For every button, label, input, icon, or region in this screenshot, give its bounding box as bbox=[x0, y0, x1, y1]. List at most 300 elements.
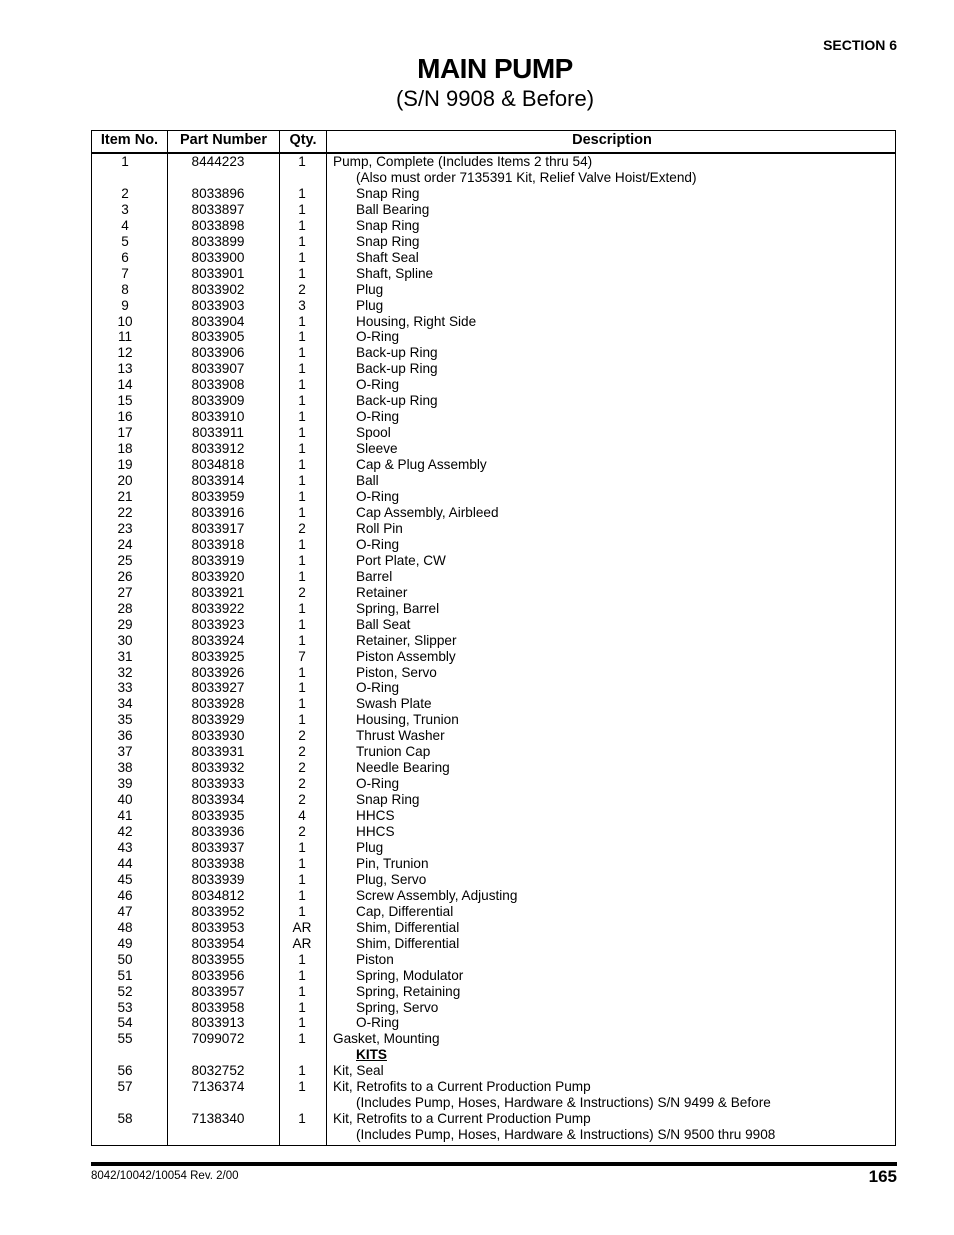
description: Gasket, Mounting bbox=[333, 1031, 440, 1047]
item-number: 44 bbox=[117, 855, 133, 871]
description: O-Ring bbox=[356, 377, 400, 393]
quantity: 1 bbox=[298, 265, 306, 281]
quantity: 1 bbox=[298, 632, 306, 648]
part-number: 8033912 bbox=[191, 441, 245, 457]
item-number: 3 bbox=[121, 201, 129, 217]
table-row bbox=[92, 250, 895, 266]
part-number: 8033928 bbox=[191, 696, 245, 712]
quantity: 2 bbox=[298, 792, 306, 808]
table-row bbox=[92, 329, 895, 345]
part-number: 8033910 bbox=[191, 409, 245, 425]
parts-table bbox=[91, 130, 896, 1146]
description: O-Ring bbox=[356, 329, 400, 345]
quantity: 1 bbox=[298, 489, 306, 505]
quantity: 1 bbox=[298, 568, 306, 584]
part-number: 8033938 bbox=[191, 855, 245, 871]
part-number: 8033932 bbox=[191, 760, 245, 776]
description: Cap, Differential bbox=[356, 903, 454, 919]
description: Piston Assembly bbox=[356, 648, 456, 664]
item-number: 45 bbox=[117, 871, 133, 887]
part-number: 8033904 bbox=[191, 313, 245, 329]
table-row bbox=[92, 234, 895, 250]
part-number: 7138340 bbox=[191, 1111, 245, 1127]
table-row bbox=[92, 425, 895, 441]
part-number: 8033929 bbox=[191, 712, 245, 728]
quantity: 3 bbox=[298, 297, 306, 313]
quantity: 1 bbox=[298, 871, 306, 887]
item-number: 5 bbox=[121, 233, 129, 249]
table-row bbox=[92, 186, 895, 202]
description: Piston bbox=[356, 951, 394, 967]
part-number: 8033952 bbox=[191, 903, 245, 919]
item-number: 34 bbox=[117, 696, 133, 712]
header-part-number: Part Number bbox=[179, 132, 268, 148]
description: Plug bbox=[356, 281, 384, 297]
quantity: 2 bbox=[298, 776, 306, 792]
quantity: 1 bbox=[298, 233, 306, 249]
description: O-Ring bbox=[356, 536, 400, 552]
table-row bbox=[92, 888, 895, 904]
table-row bbox=[92, 649, 895, 665]
part-number: 8033921 bbox=[191, 584, 245, 600]
quantity: 1 bbox=[298, 552, 306, 568]
item-number: 48 bbox=[117, 919, 133, 935]
quantity: 1 bbox=[298, 967, 306, 983]
item-number: 35 bbox=[117, 712, 133, 728]
table-row bbox=[92, 776, 895, 792]
quantity: 1 bbox=[298, 855, 306, 871]
quantity: 1 bbox=[298, 983, 306, 999]
quantity: 2 bbox=[298, 744, 306, 760]
part-number: 8033923 bbox=[191, 616, 245, 632]
part-number: 8033959 bbox=[191, 489, 245, 505]
table-row bbox=[92, 1031, 895, 1047]
description: Barrel bbox=[356, 568, 393, 584]
description: O-Ring bbox=[356, 489, 400, 505]
table-row bbox=[92, 569, 895, 585]
part-number: 8033931 bbox=[191, 744, 245, 760]
part-number: 8033908 bbox=[191, 377, 245, 393]
item-number: 42 bbox=[117, 824, 133, 840]
table-row bbox=[92, 984, 895, 1000]
table-header bbox=[92, 131, 895, 154]
table-row bbox=[92, 952, 895, 968]
item-number: 24 bbox=[117, 536, 133, 552]
part-number: 8033955 bbox=[191, 951, 245, 967]
part-number: 8033896 bbox=[191, 185, 245, 201]
item-number: 30 bbox=[117, 632, 133, 648]
table-row bbox=[92, 505, 895, 521]
description: O-Ring bbox=[356, 1015, 400, 1031]
table-row bbox=[92, 409, 895, 425]
description: Ball Seat bbox=[356, 616, 411, 632]
table-row bbox=[92, 202, 895, 218]
table-row bbox=[92, 537, 895, 553]
description: Snap Ring bbox=[356, 792, 420, 808]
description: Spool bbox=[356, 425, 391, 441]
part-number: 8033903 bbox=[191, 297, 245, 313]
revision-label: 8042/10042/10054 Rev. 2/00 bbox=[91, 1170, 239, 1182]
quantity: 1 bbox=[298, 425, 306, 441]
item-number: 18 bbox=[117, 441, 133, 457]
description: Piston, Servo bbox=[356, 664, 437, 680]
page-subtitle: (S/N 9908 & Before) bbox=[395, 86, 595, 111]
quantity: 1 bbox=[298, 712, 306, 728]
table-row bbox=[92, 154, 895, 186]
quantity: 1 bbox=[298, 1111, 306, 1127]
description: Ball bbox=[356, 473, 379, 489]
description: Shaft, Spline bbox=[356, 265, 434, 281]
description: Housing, Trunion bbox=[356, 712, 459, 728]
table-row bbox=[92, 840, 895, 856]
item-number: 36 bbox=[117, 728, 133, 744]
item-number: 38 bbox=[117, 760, 133, 776]
quantity: 1 bbox=[298, 504, 306, 520]
table-row bbox=[92, 792, 895, 808]
table-row bbox=[92, 1079, 895, 1111]
item-number: 58 bbox=[117, 1111, 133, 1127]
section-label: SECTION 6 bbox=[823, 37, 897, 53]
quantity: 1 bbox=[298, 185, 306, 201]
quantity: 1 bbox=[298, 313, 306, 329]
quantity: 1 bbox=[298, 1079, 306, 1095]
item-number: 33 bbox=[117, 680, 133, 696]
table-row bbox=[92, 601, 895, 617]
description: Back-up Ring bbox=[356, 393, 438, 409]
description-note: (Also must order 7135391 Kit, Relief Valve Hoist/Extend) bbox=[356, 169, 697, 185]
item-number: 29 bbox=[117, 616, 133, 632]
item-number: 32 bbox=[117, 664, 133, 680]
part-number: 8033939 bbox=[191, 871, 245, 887]
quantity: 1 bbox=[298, 217, 306, 233]
item-number: 15 bbox=[117, 393, 133, 409]
item-number: 26 bbox=[117, 568, 133, 584]
part-number: 8033935 bbox=[191, 808, 245, 824]
description: Roll Pin bbox=[356, 520, 403, 536]
description: Screw Assembly, Adjusting bbox=[356, 887, 518, 903]
part-number: 8033907 bbox=[191, 361, 245, 377]
part-number: 8034812 bbox=[191, 887, 245, 903]
item-number: 10 bbox=[117, 313, 133, 329]
part-number: 8033936 bbox=[191, 824, 245, 840]
quantity: 2 bbox=[298, 520, 306, 536]
table-row bbox=[92, 665, 895, 681]
part-number: 8033957 bbox=[191, 983, 245, 999]
table-row bbox=[92, 473, 895, 489]
quantity: 1 bbox=[298, 154, 306, 169]
table-row bbox=[92, 1000, 895, 1016]
part-number: 8033899 bbox=[191, 233, 245, 249]
part-number: 8033937 bbox=[191, 839, 245, 855]
table-row bbox=[92, 1015, 895, 1031]
table-row bbox=[92, 1111, 895, 1143]
description: Swash Plate bbox=[356, 696, 432, 712]
part-number: 8033913 bbox=[191, 1015, 245, 1031]
part-number: 8033925 bbox=[191, 648, 245, 664]
table-row bbox=[92, 1063, 895, 1079]
item-number: 13 bbox=[117, 361, 133, 377]
quantity: 1 bbox=[298, 329, 306, 345]
description: Needle Bearing bbox=[356, 760, 450, 776]
item-number: 8 bbox=[121, 281, 129, 297]
description: Sleeve bbox=[356, 441, 398, 457]
item-number: 1 bbox=[121, 154, 129, 169]
quantity: 1 bbox=[298, 361, 306, 377]
part-number: 8033905 bbox=[191, 329, 245, 345]
part-number: 7099072 bbox=[191, 1031, 245, 1047]
description: Housing, Right Side bbox=[356, 313, 477, 329]
item-number: 2 bbox=[121, 185, 129, 201]
table-row bbox=[92, 393, 895, 409]
quantity: 2 bbox=[298, 728, 306, 744]
item-number: 14 bbox=[117, 377, 133, 393]
description: Spring, Servo bbox=[356, 999, 439, 1015]
table-row bbox=[92, 744, 895, 760]
part-number: 8033902 bbox=[191, 281, 245, 297]
quantity: 1 bbox=[298, 377, 306, 393]
header-item-no: Item No. bbox=[100, 132, 159, 148]
item-number: 28 bbox=[117, 600, 133, 616]
description: Shim, Differential bbox=[356, 919, 460, 935]
quantity: 1 bbox=[298, 473, 306, 489]
description-note: (Includes Pump, Hoses, Hardware & Instructions) S/N 9500 thru 9908 bbox=[356, 1127, 776, 1143]
part-number: 8033901 bbox=[191, 265, 245, 281]
table-row bbox=[92, 345, 895, 361]
table-row bbox=[92, 553, 895, 569]
table-row bbox=[92, 824, 895, 840]
description: O-Ring bbox=[356, 776, 400, 792]
quantity: 1 bbox=[298, 536, 306, 552]
description: Plug bbox=[356, 839, 384, 855]
item-number: 16 bbox=[117, 409, 133, 425]
description: Cap Assembly, Airbleed bbox=[356, 504, 499, 520]
quantity: 4 bbox=[298, 808, 306, 824]
table-row bbox=[92, 920, 895, 936]
item-number: 31 bbox=[117, 648, 133, 664]
item-number: 51 bbox=[117, 967, 133, 983]
quantity: 1 bbox=[298, 441, 306, 457]
item-number: 53 bbox=[117, 999, 133, 1015]
table-row bbox=[92, 872, 895, 888]
quantity: 1 bbox=[298, 345, 306, 361]
table-row bbox=[92, 521, 895, 537]
table-row bbox=[92, 856, 895, 872]
part-number: 8033933 bbox=[191, 776, 245, 792]
description: Shim, Differential bbox=[356, 935, 460, 951]
part-number: 8033906 bbox=[191, 345, 245, 361]
part-number: 8033919 bbox=[191, 552, 245, 568]
item-number: 12 bbox=[117, 345, 133, 361]
part-number: 8033900 bbox=[191, 249, 245, 265]
item-number: 7 bbox=[121, 265, 129, 281]
item-number: 46 bbox=[117, 887, 133, 903]
quantity: 2 bbox=[298, 584, 306, 600]
item-number: 40 bbox=[117, 792, 133, 808]
part-number: 8033926 bbox=[191, 664, 245, 680]
table-row bbox=[92, 585, 895, 601]
part-number: 8444223 bbox=[191, 154, 245, 169]
item-number: 6 bbox=[121, 249, 129, 265]
item-number: 57 bbox=[117, 1079, 133, 1095]
description: Snap Ring bbox=[356, 233, 420, 249]
description: Port Plate, CW bbox=[356, 552, 446, 568]
part-number: 7136374 bbox=[191, 1079, 245, 1095]
item-number: 23 bbox=[117, 520, 133, 536]
item-number: 54 bbox=[117, 1015, 133, 1031]
table-row bbox=[92, 282, 895, 298]
quantity: 1 bbox=[298, 409, 306, 425]
description: HHCS bbox=[356, 824, 395, 840]
description: Snap Ring bbox=[356, 185, 420, 201]
part-number: 8034818 bbox=[191, 457, 245, 473]
description: Spring, Retaining bbox=[356, 983, 461, 999]
part-number: 8033909 bbox=[191, 393, 245, 409]
quantity: 1 bbox=[298, 664, 306, 680]
quantity: 1 bbox=[298, 680, 306, 696]
part-number: 8033927 bbox=[191, 680, 245, 696]
item-number: 19 bbox=[117, 457, 133, 473]
description: Pin, Trunion bbox=[356, 855, 429, 871]
table-row bbox=[92, 298, 895, 314]
kits-heading: KITS bbox=[356, 1047, 387, 1063]
page-title: MAIN PUMP bbox=[417, 53, 573, 84]
quantity: 7 bbox=[298, 648, 306, 664]
table-row bbox=[92, 904, 895, 920]
description: Back-up Ring bbox=[356, 345, 438, 361]
table-row bbox=[92, 808, 895, 824]
part-number: 8033934 bbox=[191, 792, 245, 808]
item-number: 11 bbox=[117, 329, 133, 345]
item-number: 21 bbox=[117, 489, 133, 505]
description: O-Ring bbox=[356, 680, 400, 696]
description: Plug bbox=[356, 297, 384, 313]
quantity: 2 bbox=[298, 281, 306, 297]
part-number: 8033917 bbox=[191, 520, 245, 536]
description: Pump, Complete (Includes Items 2 thru 54) bbox=[333, 154, 593, 169]
description: Thrust Washer bbox=[356, 728, 445, 744]
table-row bbox=[92, 760, 895, 776]
item-number: 55 bbox=[117, 1031, 133, 1047]
part-number: 8033953 bbox=[191, 919, 245, 935]
quantity: 1 bbox=[298, 1031, 306, 1047]
part-number: 8033918 bbox=[191, 536, 245, 552]
description: HHCS bbox=[356, 808, 395, 824]
description: Spring, Modulator bbox=[356, 967, 464, 983]
quantity: 1 bbox=[298, 393, 306, 409]
quantity: AR bbox=[292, 935, 312, 951]
quantity: 2 bbox=[298, 824, 306, 840]
quantity: 1 bbox=[298, 951, 306, 967]
table-row bbox=[92, 218, 895, 234]
part-number: 8033922 bbox=[191, 600, 245, 616]
item-number: 9 bbox=[121, 297, 129, 313]
part-number: 8033916 bbox=[191, 504, 245, 520]
quantity: 1 bbox=[298, 600, 306, 616]
table-row bbox=[92, 314, 895, 330]
kits-heading-row bbox=[92, 1047, 895, 1063]
page-number: 165 bbox=[868, 1167, 897, 1186]
quantity: 1 bbox=[298, 839, 306, 855]
item-number: 43 bbox=[117, 839, 133, 855]
quantity: 1 bbox=[298, 696, 306, 712]
item-number: 52 bbox=[117, 983, 133, 999]
quantity: 1 bbox=[298, 1063, 306, 1079]
table-row bbox=[92, 457, 895, 473]
part-number: 8033914 bbox=[191, 473, 245, 489]
quantity: 1 bbox=[298, 999, 306, 1015]
description: Retainer bbox=[356, 584, 408, 600]
description: Cap & Plug Assembly bbox=[356, 457, 487, 473]
item-number: 22 bbox=[117, 504, 133, 520]
quantity: 1 bbox=[298, 201, 306, 217]
item-number: 47 bbox=[117, 903, 133, 919]
part-number: 8033911 bbox=[192, 425, 244, 441]
part-number: 8033954 bbox=[191, 935, 245, 951]
description: Ball Bearing bbox=[356, 201, 430, 217]
description-note: (Includes Pump, Hoses, Hardware & Instructions) S/N 9499 & Before bbox=[356, 1095, 771, 1111]
description: Retainer, Slipper bbox=[356, 632, 457, 648]
part-number: 8033956 bbox=[191, 967, 245, 983]
table-row bbox=[92, 968, 895, 984]
part-number: 8033898 bbox=[191, 217, 245, 233]
table-body bbox=[92, 154, 895, 1143]
quantity: 1 bbox=[298, 1015, 306, 1031]
item-number: 25 bbox=[117, 552, 133, 568]
description: Kit, Retrofits to a Current Production Pump bbox=[333, 1079, 591, 1095]
table-row bbox=[92, 728, 895, 744]
description: Kit, Seal bbox=[333, 1063, 384, 1079]
item-number: 37 bbox=[117, 744, 133, 760]
table-row bbox=[92, 936, 895, 952]
table-row bbox=[92, 266, 895, 282]
quantity: 1 bbox=[298, 249, 306, 265]
part-number: 8033924 bbox=[191, 632, 245, 648]
header-qty: Qty. bbox=[289, 132, 317, 148]
table-row bbox=[92, 489, 895, 505]
item-number: 56 bbox=[117, 1063, 133, 1079]
quantity: 1 bbox=[298, 903, 306, 919]
part-number: 8033958 bbox=[191, 999, 245, 1015]
table-row bbox=[92, 696, 895, 712]
quantity: 2 bbox=[298, 760, 306, 776]
header-description: Description bbox=[572, 132, 652, 148]
item-number: 49 bbox=[117, 935, 133, 951]
description: Plug, Servo bbox=[356, 871, 427, 887]
part-number: 8033897 bbox=[191, 201, 245, 217]
quantity: AR bbox=[292, 919, 312, 935]
item-number: 39 bbox=[117, 776, 133, 792]
item-number: 17 bbox=[117, 425, 133, 441]
table-row bbox=[92, 361, 895, 377]
item-number: 27 bbox=[117, 584, 133, 600]
part-number: 8032752 bbox=[191, 1063, 245, 1079]
part-number: 8033920 bbox=[191, 568, 245, 584]
quantity: 1 bbox=[298, 887, 306, 903]
description: Snap Ring bbox=[356, 217, 420, 233]
footer-rule bbox=[91, 1162, 897, 1166]
part-number: 8033930 bbox=[191, 728, 245, 744]
table-row bbox=[92, 441, 895, 457]
description: Back-up Ring bbox=[356, 361, 438, 377]
quantity: 1 bbox=[298, 457, 306, 473]
item-number: 20 bbox=[117, 473, 133, 489]
item-number: 41 bbox=[117, 808, 133, 824]
table-row bbox=[92, 680, 895, 696]
quantity: 1 bbox=[298, 616, 306, 632]
item-number: 4 bbox=[121, 217, 129, 233]
description: Trunion Cap bbox=[356, 744, 431, 760]
description: Shaft Seal bbox=[356, 249, 419, 265]
